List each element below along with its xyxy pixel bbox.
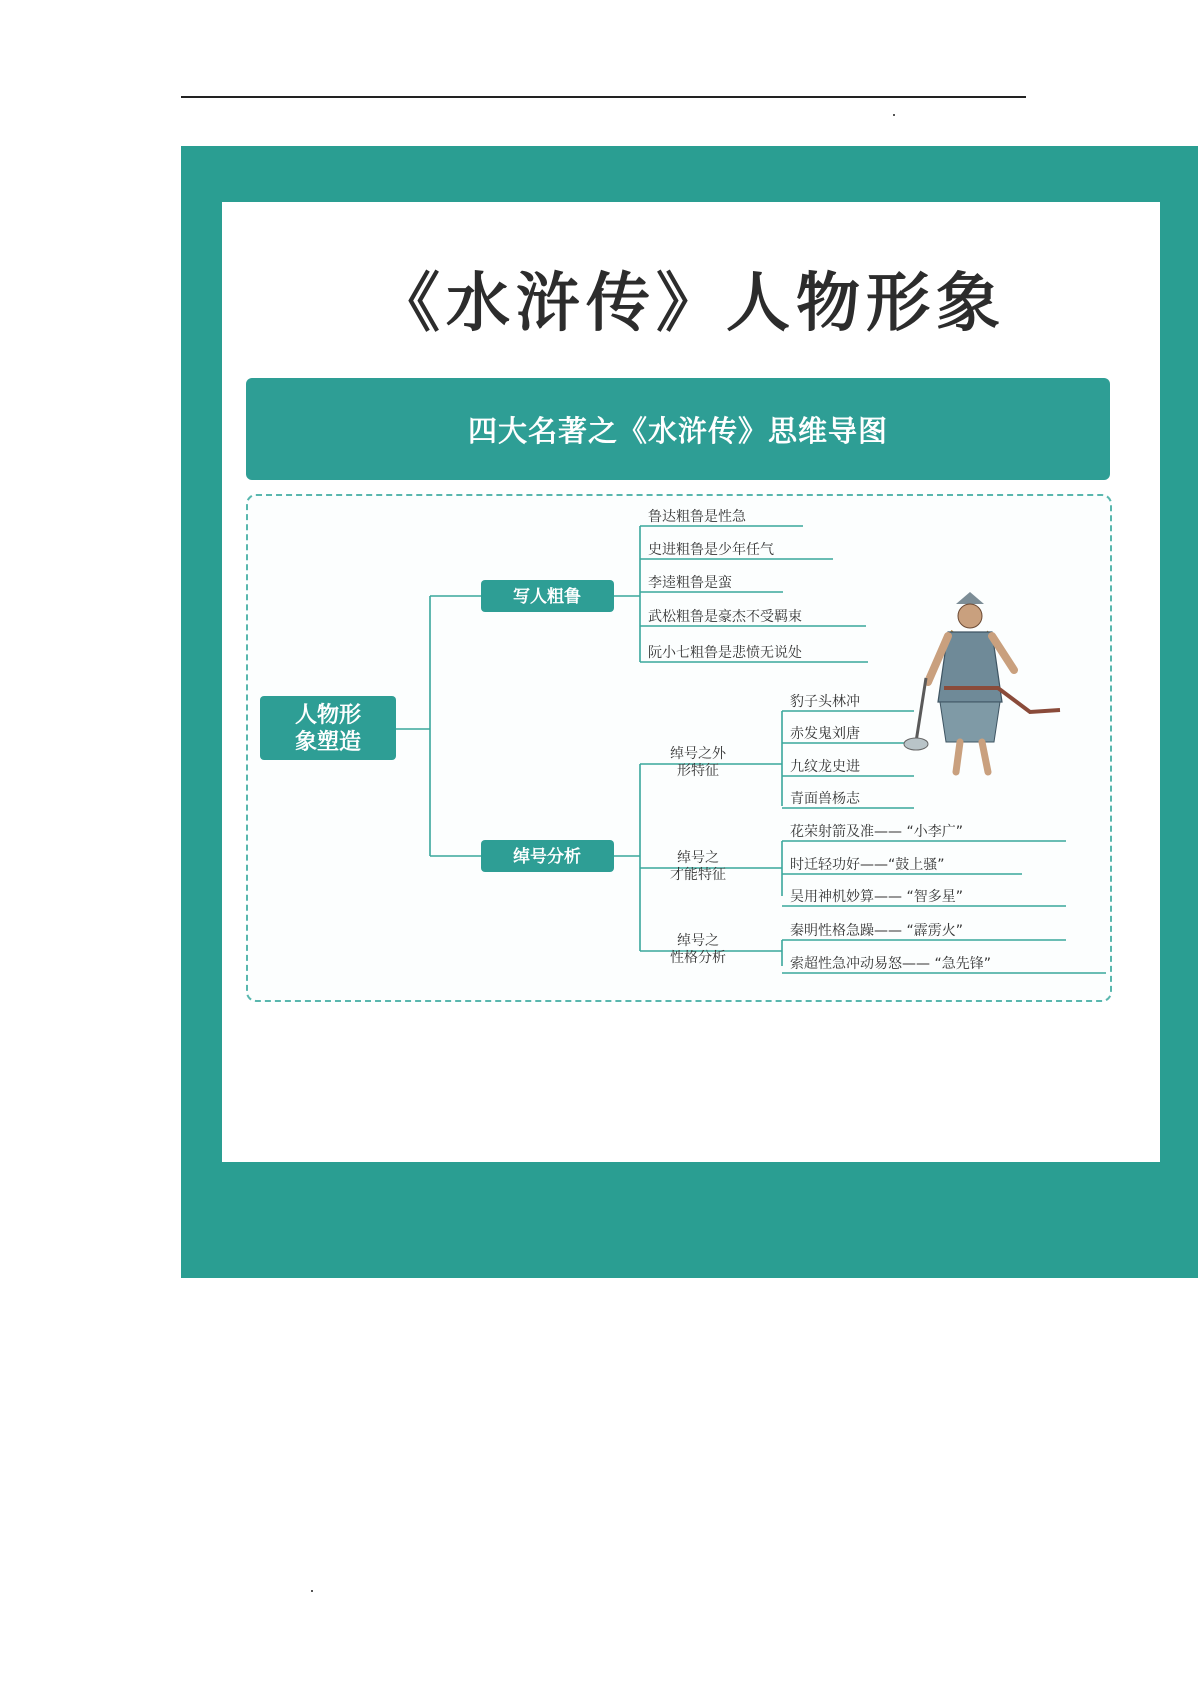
warrior-figure-icon [904, 592, 1060, 772]
leaf-g2-1: 花荣射箭及准—— “小李广” [790, 824, 963, 840]
leaf-b1-1: 鲁达粗鲁是性急 [648, 509, 746, 525]
leaf-g1-2: 赤发鬼刘唐 [790, 726, 860, 742]
branch-label-2: 绰号分析 [513, 847, 581, 867]
page-title: 《水浒传》人物形象 [376, 267, 1006, 341]
root-label-line2: 象塑造 [294, 730, 362, 755]
leaf-b1-5: 阮小七粗鲁是悲愤无说处 [648, 645, 802, 661]
leaf-g2-2: 时迁轻功好——“鼓上骚” [790, 857, 945, 873]
leaf-g1-4: 青面兽杨志 [790, 791, 860, 807]
group-2-line1: 绰号之 [677, 850, 719, 866]
branch-node-1 [481, 580, 614, 612]
leaf-g3-2: 索超性急冲动易怒—— “急先锋” [790, 956, 991, 972]
mind-map-svg [248, 496, 1114, 1004]
group-3-line2: 性格分析 [670, 950, 726, 966]
mind-map [246, 494, 1112, 1002]
root-label-line1: 人物形 [294, 703, 362, 728]
top-rule [181, 96, 1026, 98]
stray-dot [893, 114, 895, 116]
leaf-g3-1: 秦明性格急躁—— “霹雳火” [790, 923, 963, 939]
root-node [260, 696, 396, 760]
stray-dot [311, 1590, 313, 1592]
leaf-b1-2: 史进粗鲁是少年任气 [648, 542, 774, 558]
leaf-g2-3: 吴用神机妙算—— “智多星” [790, 889, 963, 905]
group-2-line2: 才能特征 [670, 867, 726, 883]
leaf-b1-4: 武松粗鲁是豪杰不受羁束 [648, 609, 802, 625]
leaf-g1-3: 九纹龙史进 [790, 759, 860, 775]
leaf-b1-3: 李逵粗鲁是蛮 [648, 575, 732, 591]
white-panel [222, 202, 1160, 1162]
branch-label-1: 写人粗鲁 [513, 587, 581, 607]
group-3-line1: 绰号之 [677, 933, 719, 949]
banner [246, 378, 1110, 480]
branch-node-2 [481, 840, 614, 872]
group-1-line1: 绰号之外 [670, 746, 726, 762]
banner-title: 四大名著之《水浒传》思维导图 [467, 413, 888, 448]
group-1-line2: 形特征 [677, 763, 719, 779]
leaf-g1-1: 豹子头林冲 [790, 694, 860, 710]
teal-frame [181, 146, 1198, 1278]
